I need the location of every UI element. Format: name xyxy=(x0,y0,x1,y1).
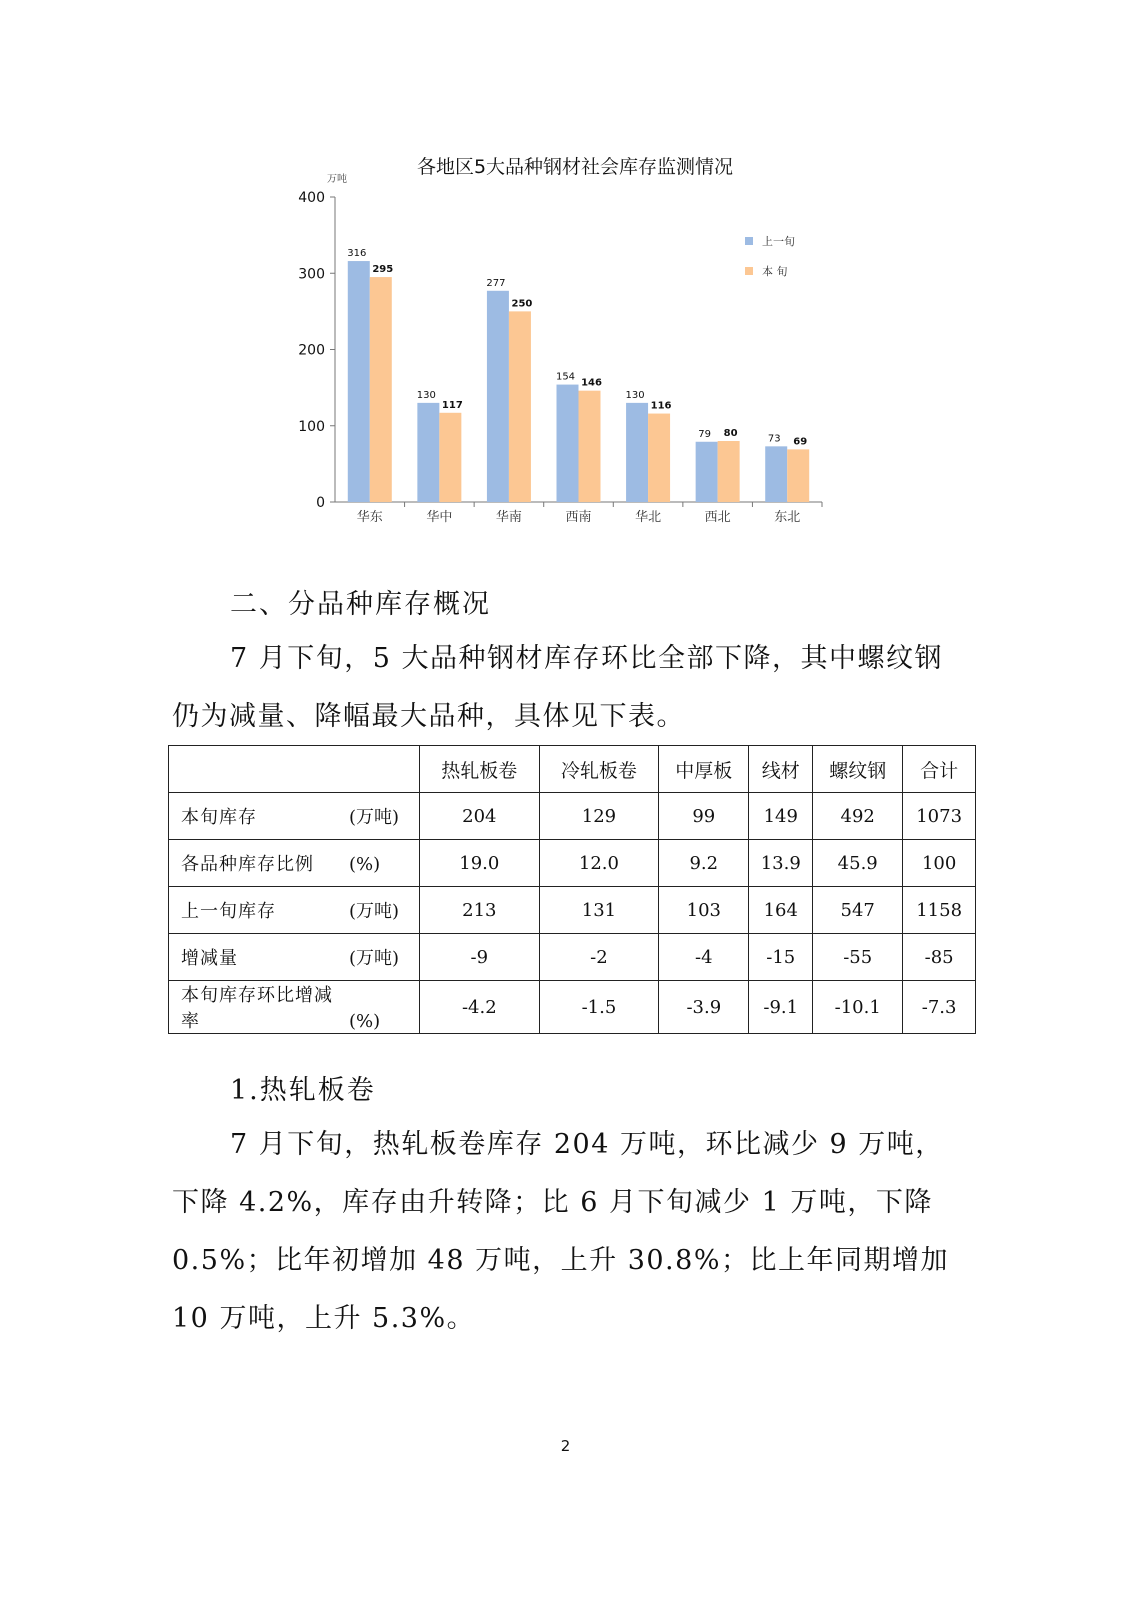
row-unit: (%) xyxy=(349,1011,381,1032)
bar xyxy=(439,413,461,502)
data-label: 316 xyxy=(347,248,367,260)
row-label-cell xyxy=(169,887,420,934)
table-row xyxy=(169,840,976,887)
table-cell: 131 xyxy=(539,887,659,934)
row-unit: (万吨) xyxy=(349,948,400,969)
x-tick-label: 华中 xyxy=(426,510,453,525)
table-cell: -55 xyxy=(813,934,903,981)
bar xyxy=(787,449,809,502)
table-cell: -9.1 xyxy=(749,981,813,1034)
row-label: 本旬库存环比增减率 xyxy=(181,985,333,1032)
table-cell: 547 xyxy=(813,887,903,934)
data-label: 277 xyxy=(486,277,506,289)
table-cell: 12.0 xyxy=(539,840,659,887)
data-label: 250 xyxy=(511,298,533,310)
table-cell: 9.2 xyxy=(659,840,749,887)
bar xyxy=(579,391,601,502)
table-row xyxy=(169,793,976,840)
y-tick-label: 400 xyxy=(298,190,325,206)
data-label: 80 xyxy=(723,428,738,439)
table-cell: 103 xyxy=(659,887,749,934)
legend-label: 上一旬 xyxy=(762,235,795,248)
section-heading-hot-rolled: 1.热轧板卷 xyxy=(230,1075,376,1106)
inventory-bar-chart xyxy=(290,145,850,540)
table-cell: -4.2 xyxy=(420,981,540,1034)
inventory-table xyxy=(168,745,976,1034)
legend-swatch xyxy=(745,267,753,275)
table-header-cell: 热轧板卷 xyxy=(420,746,540,793)
x-tick-label: 东北 xyxy=(774,510,801,525)
data-label: 130 xyxy=(416,389,436,401)
table-cell: 1158 xyxy=(903,887,976,934)
data-label: 154 xyxy=(555,371,576,383)
table-cell: -7.3 xyxy=(903,981,976,1034)
row-unit: (%) xyxy=(349,854,381,875)
section-heading-varieties: 二、分品种库存概况 xyxy=(230,589,491,620)
bar xyxy=(718,441,740,502)
table-row xyxy=(169,934,976,981)
y-tick-label: 100 xyxy=(298,418,325,435)
table-header-cell: 线材 xyxy=(749,746,813,793)
table-cell: 45.9 xyxy=(813,840,903,887)
table-header-cell: 中厚板 xyxy=(659,746,749,793)
data-label: 295 xyxy=(372,264,394,276)
row-unit: (万吨) xyxy=(349,807,400,828)
bar xyxy=(417,403,439,502)
table-header-cell: 冷轧板卷 xyxy=(539,746,659,793)
row-unit: (万吨) xyxy=(349,901,400,922)
table-cell: -3.9 xyxy=(659,981,749,1034)
table-cell: 13.9 xyxy=(749,840,813,887)
bar xyxy=(648,414,670,502)
table-cell: 492 xyxy=(813,793,903,840)
table-cell: 213 xyxy=(420,887,540,934)
table-header-cell: 螺纹钢 xyxy=(813,746,903,793)
chart-title: 各地区5大品种钢材社会库存监测情况 xyxy=(416,156,734,178)
row-label-cell xyxy=(169,934,420,981)
table-cell: -4 xyxy=(659,934,749,981)
table-cell: 129 xyxy=(539,793,659,840)
data-label: 130 xyxy=(625,389,645,401)
y-axis-label: 万吨 xyxy=(327,174,347,185)
y-tick-label: 300 xyxy=(298,266,325,283)
table-row xyxy=(169,887,976,934)
y-tick-label: 0 xyxy=(316,495,325,511)
y-tick-label: 200 xyxy=(298,342,325,359)
x-tick-label: 华南 xyxy=(495,510,522,525)
table-cell: -9 xyxy=(420,934,540,981)
row-label: 各品种库存比例 xyxy=(181,854,314,875)
table-cell: 164 xyxy=(749,887,813,934)
data-label: 146 xyxy=(581,377,602,389)
x-tick-label: 西南 xyxy=(565,510,592,525)
table-header-row xyxy=(169,746,976,793)
table-cell: -85 xyxy=(903,934,976,981)
data-label: 116 xyxy=(650,400,672,412)
data-label: 117 xyxy=(441,399,463,411)
row-label-cell xyxy=(169,793,420,840)
x-tick-label: 华北 xyxy=(635,510,662,525)
data-label: 73 xyxy=(767,433,781,445)
row-label: 上一旬库存 xyxy=(181,901,276,922)
table-cell: -2 xyxy=(539,934,659,981)
x-tick-label: 华东 xyxy=(356,510,383,525)
bar xyxy=(487,291,509,502)
row-label-cell xyxy=(169,981,420,1034)
table-cell: -1.5 xyxy=(539,981,659,1034)
table-cell: -10.1 xyxy=(813,981,903,1034)
row-label: 本旬库存 xyxy=(181,807,257,828)
x-tick-label: 西北 xyxy=(704,510,731,525)
bar xyxy=(765,446,787,502)
table-cell: 19.0 xyxy=(420,840,540,887)
row-label-cell xyxy=(169,840,420,887)
legend-label: 本 旬 xyxy=(762,265,788,278)
bar xyxy=(557,385,579,502)
table-row xyxy=(169,981,976,1034)
table-header-cell: 合计 xyxy=(903,746,976,793)
table-cell: 149 xyxy=(749,793,813,840)
table-cell: 1073 xyxy=(903,793,976,840)
table-cell: -15 xyxy=(749,934,813,981)
section-paragraph-varieties: 7 月下旬，5 大品种钢材库存环比全部下降，其中螺纹钢仍为减量、降幅最大品种，具体见下表。 xyxy=(172,643,944,732)
bar xyxy=(696,442,718,502)
section-paragraph-hot-rolled: 7 月下旬，热轧板卷库存 204 万吨，环比减少 9 万吨，下降 4.2%，库存由升转降；比 6 月下旬减少 1 万吨，下降 0.5%；比年初增加 48 万吨，上升 30.8%；比上年同期增加 10 万吨，上升 5.3%。 xyxy=(172,1129,949,1334)
table-cell: 99 xyxy=(659,793,749,840)
bar xyxy=(348,261,370,502)
bar xyxy=(370,277,392,502)
bar xyxy=(626,403,648,502)
page-number: 2 xyxy=(560,1437,571,1455)
table-cell: 204 xyxy=(420,793,540,840)
data-label: 69 xyxy=(793,436,808,448)
data-label: 79 xyxy=(698,428,712,440)
legend-swatch xyxy=(745,237,753,245)
row-label: 增减量 xyxy=(181,948,238,969)
table-header-cell xyxy=(169,746,420,793)
bar xyxy=(509,311,531,502)
table-cell: 100 xyxy=(903,840,976,887)
